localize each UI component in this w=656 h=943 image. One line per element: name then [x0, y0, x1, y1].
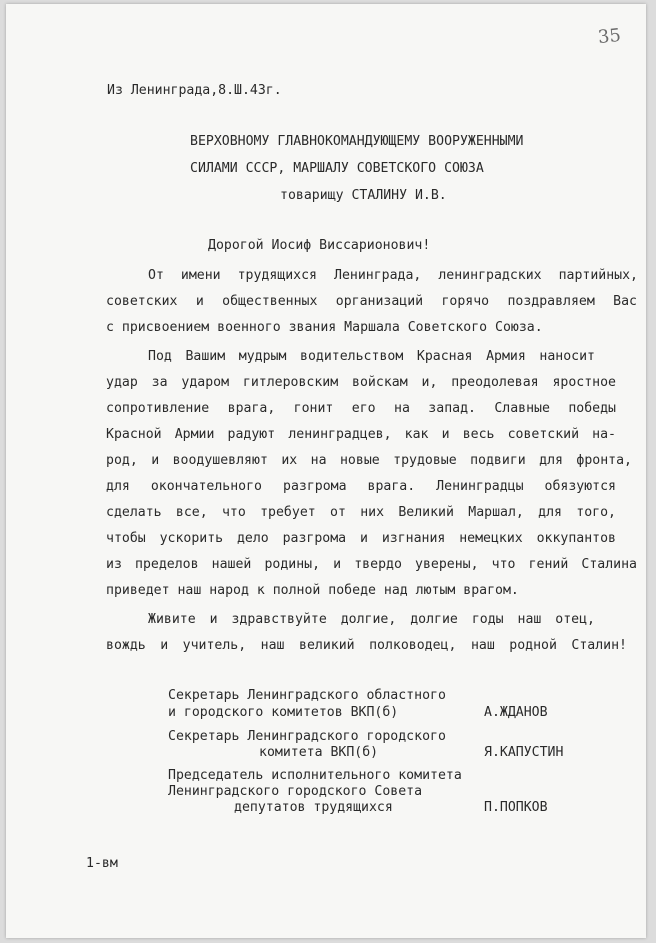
body-line: вождь и учитель, наш великий полководец, наш родной Сталин!: [106, 638, 627, 653]
document-page: [6, 4, 646, 938]
body-line: От имени трудящихся Ленинграда, ленинградских партийных,: [148, 268, 638, 283]
place-date: Из Ленинграда,8.Ш.43г.: [107, 83, 282, 98]
addressee-line-2: СИЛАМИ СССР, МАРШАЛУ СОВЕТСКОГО СОЮЗА: [190, 161, 484, 176]
body-line: с присвоением военного звания Маршала Советского Союза.: [106, 320, 543, 335]
body-line: род, и воодушевляют их на новые трудовые подвиги для фронта,: [106, 453, 632, 468]
body-line: удар за ударом гитлеровским войскам и, преодолевая яростное: [106, 375, 616, 390]
body-line: Под Вашим мудрым водительством Красная Армия наносит: [148, 349, 595, 364]
signature-title-line: Ленинградского городского Совета: [168, 784, 423, 800]
addressee-line-1: ВЕРХОВНОМУ ГЛАВНОКОМАНДУЮЩЕМУ ВООРУЖЕННЫМИ: [190, 134, 524, 149]
body-line: приведет наш народ к полной победе над лютым врагом.: [106, 583, 519, 598]
salutation: Дорогой Иосиф Виссарионович!: [208, 238, 431, 253]
signature-name: П.ПОПКОВ: [484, 800, 548, 816]
body-line: Красной Армии радуют ленинградцев, как и весь советский на-: [106, 427, 616, 442]
body-line: из пределов нашей родины, и твердо уверены, что гений Сталина: [106, 557, 637, 572]
signature-name: Я.КАПУСТИН: [484, 745, 564, 761]
body-line: сопротивление врага, гонит его на запад. Славные победы: [106, 401, 616, 416]
body-line: сделать все, что требует от них Великий Маршал, для того,: [106, 505, 616, 520]
signature-title-line: Председатель исполнительного комитета: [168, 768, 462, 784]
body-line: для окончательного разгрома врага. Ленинградцы обязуются: [106, 479, 616, 494]
body-line: Живите и здравствуйте долгие, долгие годы наш отец,: [148, 612, 595, 627]
body-line: советских и общественных организаций горячо поздравляем Вас: [106, 294, 637, 309]
signature-title-line: Секретарь Ленинградского областного: [168, 688, 446, 704]
signature-title-line: комитета ВКП(б): [259, 745, 379, 761]
addressee-line-3: товарищу СТАЛИНУ И.В.: [280, 188, 447, 203]
page-number: 35: [596, 24, 622, 49]
signature-title-line: депутатов трудящихся: [234, 800, 393, 816]
signature-title-line: и городского комитетов ВКП(б): [168, 705, 399, 721]
signature-name: А.ЖДАНОВ: [484, 705, 548, 721]
footer-mark: 1-вм: [86, 856, 118, 871]
signature-title-line: Секретарь Ленинградского городского: [168, 729, 446, 745]
body-line: чтобы ускорить дело разгрома и изгнания немецких оккупантов: [106, 531, 616, 546]
